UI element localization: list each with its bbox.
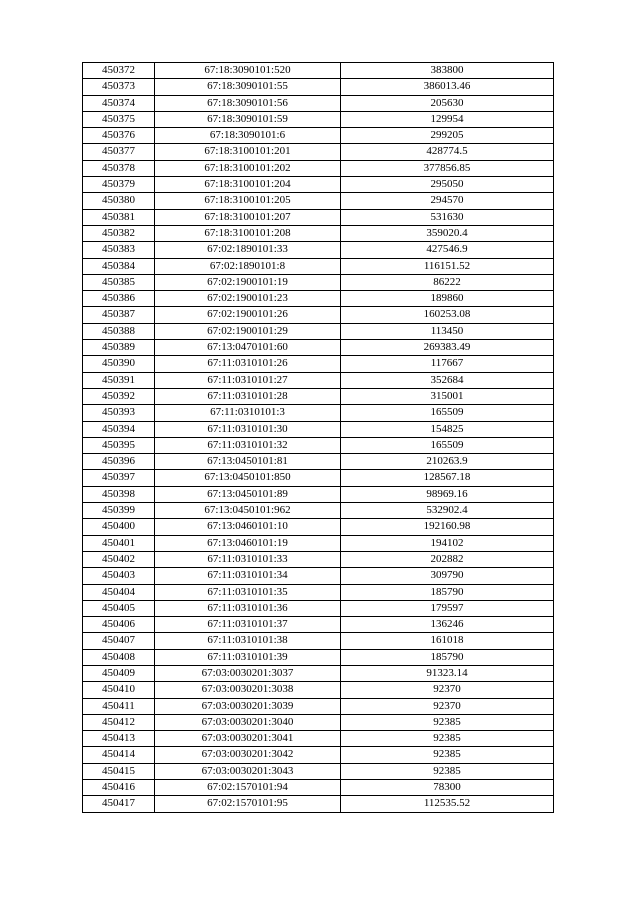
cadastral-number-cell: 67:03:0030201:3037 [155, 665, 341, 681]
row-number-cell: 450381 [83, 209, 155, 225]
value-cell: 179597 [341, 600, 554, 616]
table-row [83, 405, 554, 421]
row-number-cell: 450376 [83, 128, 155, 144]
row-number-cell: 450409 [83, 665, 155, 681]
table-row [83, 372, 554, 388]
value-cell: 116151.52 [341, 258, 554, 274]
table-row [83, 486, 554, 502]
row-number-cell: 450417 [83, 796, 155, 812]
table-row [83, 193, 554, 209]
row-number-cell: 450388 [83, 323, 155, 339]
table-row [83, 519, 554, 535]
cadastral-number-cell: 67:18:3090101:59 [155, 111, 341, 127]
table-row [83, 79, 554, 95]
row-number-cell: 450380 [83, 193, 155, 209]
row-number-cell: 450407 [83, 633, 155, 649]
cadastral-number-cell: 67:03:0030201:3039 [155, 698, 341, 714]
value-cell: 192160.98 [341, 519, 554, 535]
value-cell: 377856.85 [341, 160, 554, 176]
row-number-cell: 450387 [83, 307, 155, 323]
row-number-cell: 450411 [83, 698, 155, 714]
table-row [83, 388, 554, 404]
row-number-cell: 450416 [83, 780, 155, 796]
row-number-cell: 450402 [83, 551, 155, 567]
row-number-cell: 450392 [83, 388, 155, 404]
row-number-cell: 450373 [83, 79, 155, 95]
cadastral-number-cell: 67:13:0470101:60 [155, 340, 341, 356]
table-row [83, 258, 554, 274]
table-row [83, 649, 554, 665]
table-row [83, 568, 554, 584]
table-row [83, 323, 554, 339]
value-cell: 194102 [341, 535, 554, 551]
row-number-cell: 450399 [83, 503, 155, 519]
cadastral-number-cell: 67:13:0460101:19 [155, 535, 341, 551]
cadastral-number-cell: 67:11:0310101:30 [155, 421, 341, 437]
row-number-cell: 450404 [83, 584, 155, 600]
cadastral-number-cell: 67:13:0450101:81 [155, 454, 341, 470]
value-cell: 92385 [341, 747, 554, 763]
value-cell: 98969.16 [341, 486, 554, 502]
row-number-cell: 450382 [83, 225, 155, 241]
value-cell: 299205 [341, 128, 554, 144]
cadastral-number-cell: 67:11:0310101:33 [155, 551, 341, 567]
row-number-cell: 450398 [83, 486, 155, 502]
value-cell: 92370 [341, 698, 554, 714]
row-number-cell: 450397 [83, 470, 155, 486]
table-row [83, 714, 554, 730]
table-body [83, 63, 554, 813]
cadastral-number-cell: 67:03:0030201:3038 [155, 682, 341, 698]
value-cell: 428774.5 [341, 144, 554, 160]
row-number-cell: 450405 [83, 600, 155, 616]
row-number-cell: 450412 [83, 714, 155, 730]
cadastral-number-cell: 67:18:3100101:202 [155, 160, 341, 176]
cadastral-number-cell: 67:13:0450101:962 [155, 503, 341, 519]
cadastral-value-table [82, 62, 554, 813]
value-cell: 128567.18 [341, 470, 554, 486]
table-row [83, 503, 554, 519]
table-row [83, 111, 554, 127]
value-cell: 210263.9 [341, 454, 554, 470]
cadastral-number-cell: 67:18:3100101:201 [155, 144, 341, 160]
table-row [83, 225, 554, 241]
value-cell: 352684 [341, 372, 554, 388]
table-row [83, 356, 554, 372]
table-row [83, 633, 554, 649]
value-cell: 383800 [341, 63, 554, 79]
row-number-cell: 450391 [83, 372, 155, 388]
value-cell: 189860 [341, 291, 554, 307]
value-cell: 92385 [341, 714, 554, 730]
table-row [83, 535, 554, 551]
row-number-cell: 450413 [83, 731, 155, 747]
cadastral-number-cell: 67:13:0450101:850 [155, 470, 341, 486]
value-cell: 165509 [341, 437, 554, 453]
value-cell: 427546.9 [341, 242, 554, 258]
table-row [83, 128, 554, 144]
value-cell: 136246 [341, 617, 554, 633]
row-number-cell: 450414 [83, 747, 155, 763]
row-number-cell: 450375 [83, 111, 155, 127]
cadastral-number-cell: 67:18:3090101:6 [155, 128, 341, 144]
value-cell: 154825 [341, 421, 554, 437]
table-row [83, 274, 554, 290]
table-row [83, 144, 554, 160]
value-cell: 92370 [341, 682, 554, 698]
cadastral-number-cell: 67:11:0310101:39 [155, 649, 341, 665]
cadastral-number-cell: 67:03:0030201:3043 [155, 763, 341, 779]
value-cell: 315001 [341, 388, 554, 404]
table-row [83, 95, 554, 111]
table-row [83, 63, 554, 79]
cadastral-number-cell: 67:02:1900101:19 [155, 274, 341, 290]
value-cell: 269383.49 [341, 340, 554, 356]
value-cell: 294570 [341, 193, 554, 209]
row-number-cell: 450372 [83, 63, 155, 79]
value-cell: 117667 [341, 356, 554, 372]
row-number-cell: 450415 [83, 763, 155, 779]
value-cell: 129954 [341, 111, 554, 127]
row-number-cell: 450410 [83, 682, 155, 698]
cadastral-number-cell: 67:03:0030201:3041 [155, 731, 341, 747]
table-row [83, 796, 554, 812]
row-number-cell: 450390 [83, 356, 155, 372]
cadastral-number-cell: 67:02:1570101:95 [155, 796, 341, 812]
value-cell: 113450 [341, 323, 554, 339]
value-cell: 165509 [341, 405, 554, 421]
row-number-cell: 450396 [83, 454, 155, 470]
table-row [83, 242, 554, 258]
value-cell: 185790 [341, 584, 554, 600]
value-cell: 531630 [341, 209, 554, 225]
cadastral-number-cell: 67:18:3100101:205 [155, 193, 341, 209]
table-row [83, 584, 554, 600]
cadastral-number-cell: 67:18:3090101:56 [155, 95, 341, 111]
row-number-cell: 450383 [83, 242, 155, 258]
table-row [83, 747, 554, 763]
table-row [83, 780, 554, 796]
cadastral-number-cell: 67:11:0310101:37 [155, 617, 341, 633]
value-cell: 86222 [341, 274, 554, 290]
table-row [83, 340, 554, 356]
row-number-cell: 450389 [83, 340, 155, 356]
table-row [83, 763, 554, 779]
cadastral-number-cell: 67:11:0310101:32 [155, 437, 341, 453]
value-cell: 532902.4 [341, 503, 554, 519]
cadastral-number-cell: 67:13:0460101:10 [155, 519, 341, 535]
cadastral-number-cell: 67:02:1570101:94 [155, 780, 341, 796]
row-number-cell: 450395 [83, 437, 155, 453]
table-row [83, 682, 554, 698]
cadastral-number-cell: 67:13:0450101:89 [155, 486, 341, 502]
cadastral-number-cell: 67:03:0030201:3042 [155, 747, 341, 763]
row-number-cell: 450394 [83, 421, 155, 437]
cadastral-number-cell: 67:11:0310101:38 [155, 633, 341, 649]
table-row [83, 731, 554, 747]
table-row [83, 291, 554, 307]
value-cell: 92385 [341, 731, 554, 747]
row-number-cell: 450400 [83, 519, 155, 535]
table-row [83, 454, 554, 470]
cadastral-number-cell: 67:18:3090101:55 [155, 79, 341, 95]
value-cell: 112535.52 [341, 796, 554, 812]
row-number-cell: 450378 [83, 160, 155, 176]
row-number-cell: 450401 [83, 535, 155, 551]
cadastral-number-cell: 67:02:1900101:29 [155, 323, 341, 339]
row-number-cell: 450406 [83, 617, 155, 633]
cadastral-number-cell: 67:11:0310101:36 [155, 600, 341, 616]
row-number-cell: 450385 [83, 274, 155, 290]
cadastral-number-cell: 67:02:1890101:33 [155, 242, 341, 258]
value-cell: 205630 [341, 95, 554, 111]
value-cell: 386013.46 [341, 79, 554, 95]
cadastral-number-cell: 67:11:0310101:3 [155, 405, 341, 421]
value-cell: 92385 [341, 763, 554, 779]
row-number-cell: 450403 [83, 568, 155, 584]
value-cell: 359020.4 [341, 225, 554, 241]
table-row [83, 470, 554, 486]
value-cell: 160253.08 [341, 307, 554, 323]
cadastral-number-cell: 67:11:0310101:34 [155, 568, 341, 584]
cadastral-number-cell: 67:11:0310101:26 [155, 356, 341, 372]
table-row [83, 551, 554, 567]
table-row [83, 421, 554, 437]
cadastral-number-cell: 67:11:0310101:35 [155, 584, 341, 600]
row-number-cell: 450379 [83, 177, 155, 193]
row-number-cell: 450408 [83, 649, 155, 665]
cadastral-number-cell: 67:02:1890101:8 [155, 258, 341, 274]
table-row [83, 437, 554, 453]
table-row [83, 600, 554, 616]
table-row [83, 209, 554, 225]
cadastral-number-cell: 67:18:3100101:204 [155, 177, 341, 193]
row-number-cell: 450374 [83, 95, 155, 111]
cadastral-number-cell: 67:18:3100101:207 [155, 209, 341, 225]
table-row [83, 177, 554, 193]
cadastral-number-cell: 67:18:3100101:208 [155, 225, 341, 241]
cadastral-number-cell: 67:18:3090101:520 [155, 63, 341, 79]
row-number-cell: 450393 [83, 405, 155, 421]
row-number-cell: 450384 [83, 258, 155, 274]
value-cell: 295050 [341, 177, 554, 193]
table-row [83, 617, 554, 633]
value-cell: 91323.14 [341, 665, 554, 681]
cadastral-number-cell: 67:02:1900101:23 [155, 291, 341, 307]
value-cell: 78300 [341, 780, 554, 796]
row-number-cell: 450386 [83, 291, 155, 307]
value-cell: 202882 [341, 551, 554, 567]
cadastral-number-cell: 67:11:0310101:28 [155, 388, 341, 404]
table-row [83, 665, 554, 681]
cadastral-number-cell: 67:03:0030201:3040 [155, 714, 341, 730]
cadastral-number-cell: 67:02:1900101:26 [155, 307, 341, 323]
value-cell: 185790 [341, 649, 554, 665]
value-cell: 309790 [341, 568, 554, 584]
table-row [83, 698, 554, 714]
value-cell: 161018 [341, 633, 554, 649]
row-number-cell: 450377 [83, 144, 155, 160]
cadastral-number-cell: 67:11:0310101:27 [155, 372, 341, 388]
table-row [83, 307, 554, 323]
table-row [83, 160, 554, 176]
